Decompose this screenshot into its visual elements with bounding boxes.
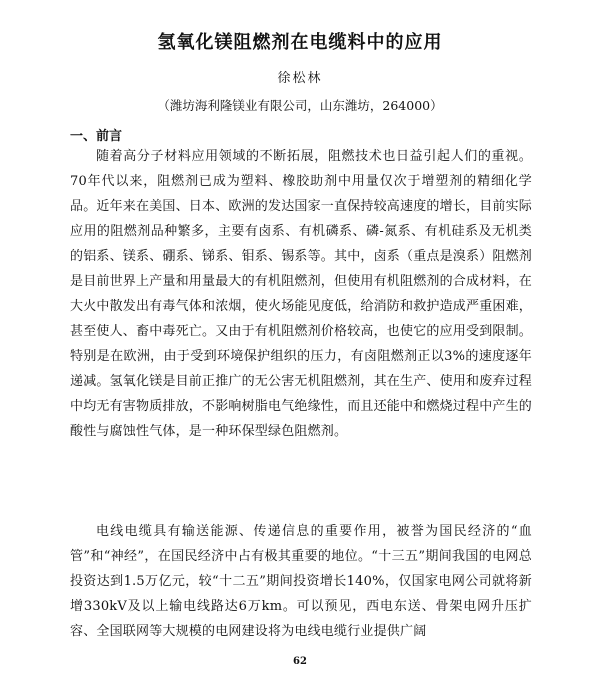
body-paragraph: 随着高分子材料应用领域的不断拓展，阻燃技术也日益引起人们的重视。70年代以来，阻燃剂已成为塑料、橡胶助剂中用量仅次于增塑剂的精细化学品。近年来在美国、日本、欧洲的发达国家一直保持较高速度的增长，目前实际应用的阻燃剂品种繁多，主要有卤系、有机磷系、磷-氮系、有机硅系及无机类的铝系、镁系、硼系、锑系、钼系、锡系等。其中，卤系（重点是溴系）阻燃剂是目前世界上产量和用量最大的有机阻燃剂，但使用有机阻燃剂的合成材料，在大火中散发出有毒气体和浓烟，使火场能见度低，给消防和救护造成严重困难，甚至使人、畜中毒死亡。又由于有机阻燃剂价格较高，也使它的应用受到限制。特别是在欧洲，由于受到环境保护组织的压力，有卤阻燃剂正以3%的速度逐年递减。氢氧化镁是目前正推广的无公害无机阻燃剂，其在生产、使用和废弃过程中均无有害物质排放，不影响树脂电气绝缘性，而且还能中和燃烧过程中产生的酸性与腐蚀性气体，是一种环保型绿色阻燃剂。 [70,149,532,439]
page-number: 62 [293,656,307,667]
body-paragraph: 电线电缆具有输送能源、传递信息的重要作用，被誉为国民经济的“血管”和“神经”，在国民经济中占有极其重要的地位。“十三五”期间我国的电网总投资达到1.5万亿元，较“十二五”期间投资增长140%，仅国家电网公司就将新增330kV及以上输电线路达6万km。可以预见，西电东送、骨架电网升压扩容、全国联网等大规模的电网建设将为电线电缆行业提供广阔 [70,524,532,639]
author-affiliation: （潍坊海利隆镁业有限公司，山东潍坊，264000） [157,98,443,113]
paper-title: 氢氧化镁阻燃剂在电缆料中的应用 [157,32,443,53]
author-name: 徐松林 [277,71,323,86]
section-heading: 一、前言 [70,129,123,144]
